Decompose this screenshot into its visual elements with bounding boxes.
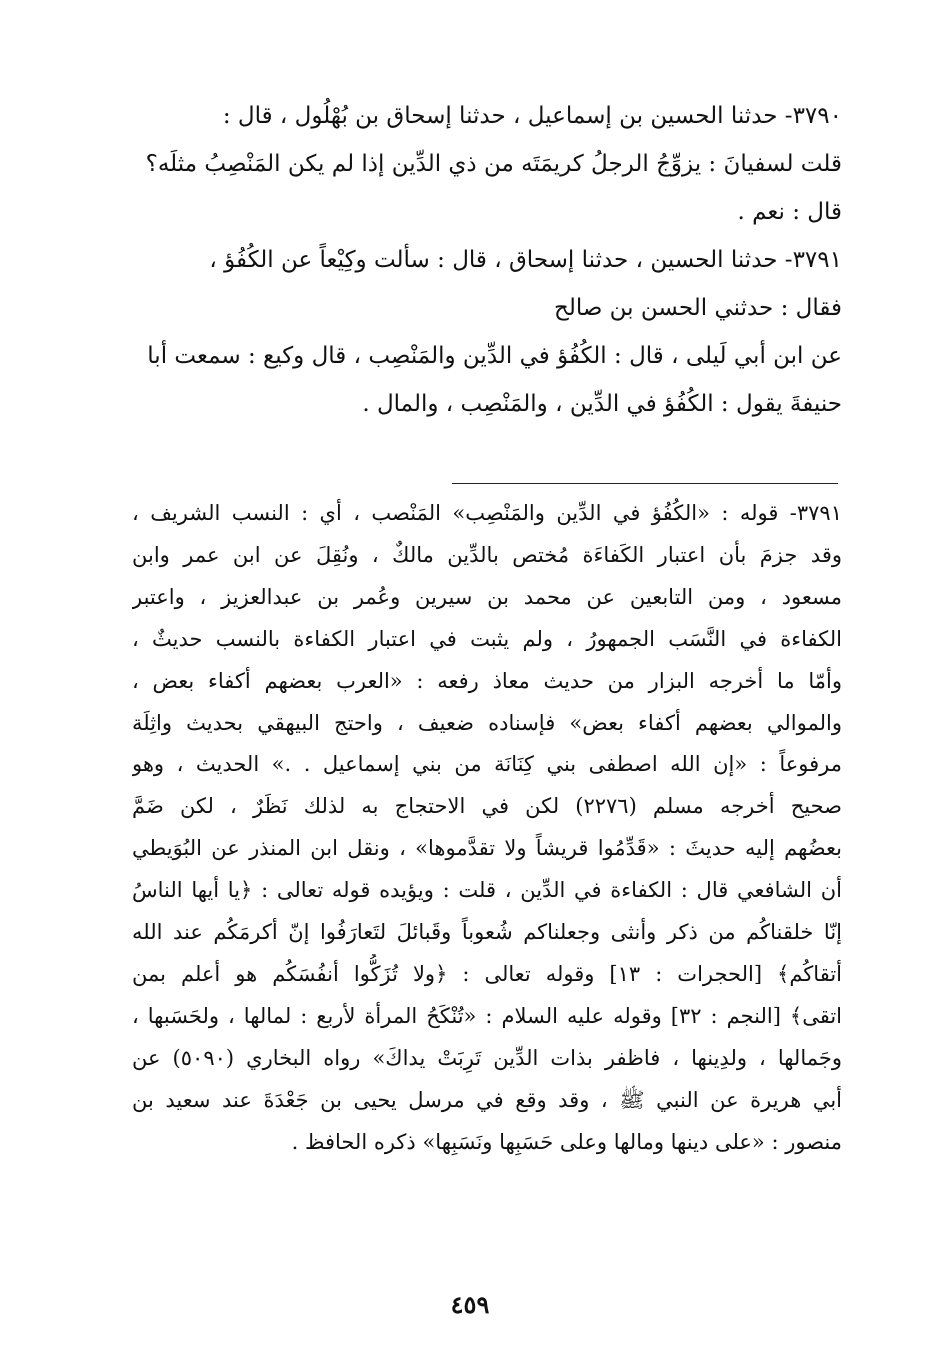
- hadith-3791: [132, 236, 842, 428]
- footnote-line: منصور : «على دينها ومالها وعلى حَسَبِها ونَسَبِها» ذكره الحافظ .: [291, 1129, 842, 1154]
- main-text: [132, 92, 842, 428]
- footnote-line: أبي هريرة عن النبي ﷺ ، وقد وقع في مرسل يحيى بن جَعْدَةَ عند سعيد بن: [132, 1087, 842, 1112]
- page-number: ٤٥٩: [450, 1290, 490, 1319]
- footnote-line: مرفوعاً : «إن الله اصطفى بني كِنَانَة من بني إسماعيل . .» الحديث ، وهو: [132, 752, 842, 777]
- footnote-line: وجَمالها ، ولدِينها ، فاظفر بذات الدِّين تَرِبَتْ يداكَ» رواه البخاري (٥٠٩٠) عن: [132, 1045, 842, 1070]
- footnote-line: أن الشافعي قال : الكفاءة في الدِّين ، قلت : ويؤيده قوله تعالى : ﴿يا أيها الناسُ: [132, 878, 842, 903]
- footnote-line: بعضُهم إليه حديثَ : «قَدِّمُوا قريشاً ولا تقدَّموها» ، ونقل ابن المنذر عن البُوَيطي: [132, 836, 842, 861]
- footnote-line: اتقى﴾ [النجم : ٣٢] وقوله عليه السلام : «تُنْكَحُ المرأة لأربع : لمالها ، ولحَسَبها ،: [132, 1003, 842, 1028]
- text-line: ٣٧٩١- حدثنا الحسين ، حدثنا إسحاق ، قال : سألت وكِيْعاً عن الكُفُؤ ،: [209, 247, 842, 273]
- footnote-line: أتقاكُم﴾ [الحجرات : ١٣] وقوله تعالى : ﴿ولا تُزَكُّوا أنفُسَكُم هو أعلم بمن: [132, 961, 842, 986]
- text-line: ٣٧٩٠- حدثنا الحسين بن إسماعيل ، حدثنا إسحاق بن بُهْلُول ، قال :: [222, 103, 842, 129]
- footnote-line: الكفاءة في النَّسَب الجمهورُ ، ولم يثبت في اعتبار الكفاءة بالنسب حديثٌ ،: [132, 626, 842, 651]
- footnote-divider: [452, 483, 838, 484]
- text-line: قال : نعم .: [737, 199, 842, 225]
- text-line: قلت لسفيانَ : يزوِّجُ الرجلُ كريمَتَه من ذي الدِّين إذا لم يكن المَنْصِبُ مثلَه؟: [145, 151, 842, 177]
- text-line: حنيفةَ يقول : الكُفُؤ في الدِّين ، والمَنْصِب ، والمال .: [362, 391, 842, 417]
- footnote-line: ٣٧٩١- قوله : «الكُفُؤ في الدِّين والمَنْصِب» المَنْصب ، أي : النسب الشريف ،: [132, 501, 842, 525]
- footnote: [132, 493, 842, 1164]
- footnote-line: صحيح أخرجه مسلم (٢٢٧٦) لكن في الاحتجاج به لذلك نَظَرٌ ، لكن ضَمَّ: [132, 794, 842, 819]
- footnote-line: إنّا خلقناكُم من ذكر وأنثى وجعلناكم شُعوباً وقَبائلَ لتَعارَفُوا إنّ أكرمَكُم عند الله: [132, 920, 842, 945]
- footnote-line: مسعود ، ومن التابعين عن محمد بن سيرين وعُمر بن عبدالعزيز ، واعتبر: [132, 584, 842, 609]
- footnote-line: والموالي بعضهم أكفاء بعض» فإسناده ضعيف ، واحتج البيهقي بحديث واثِلَة: [132, 710, 842, 735]
- text-line: فقال : حدثني الحسن بن صالح: [553, 295, 842, 321]
- footnote-line: وأمّا ما أخرجه البزار من حديث معاذ رفعه : «العرب بعضهم أكفاء بعض ،: [132, 668, 842, 693]
- hadith-3790: [132, 92, 842, 236]
- footnote-line: وقد جزمَ بأن اعتبار الكَفاءَة مُختص بالدِّين مالكٌ ، ونُقِلَ عن ابن عمر وابن: [132, 542, 842, 567]
- text-line: عن ابن أبي لَيلى ، قال : الكُفُؤ في الدِّين والمَنْصِب ، قال وكيع : سمعت أبا: [147, 343, 842, 369]
